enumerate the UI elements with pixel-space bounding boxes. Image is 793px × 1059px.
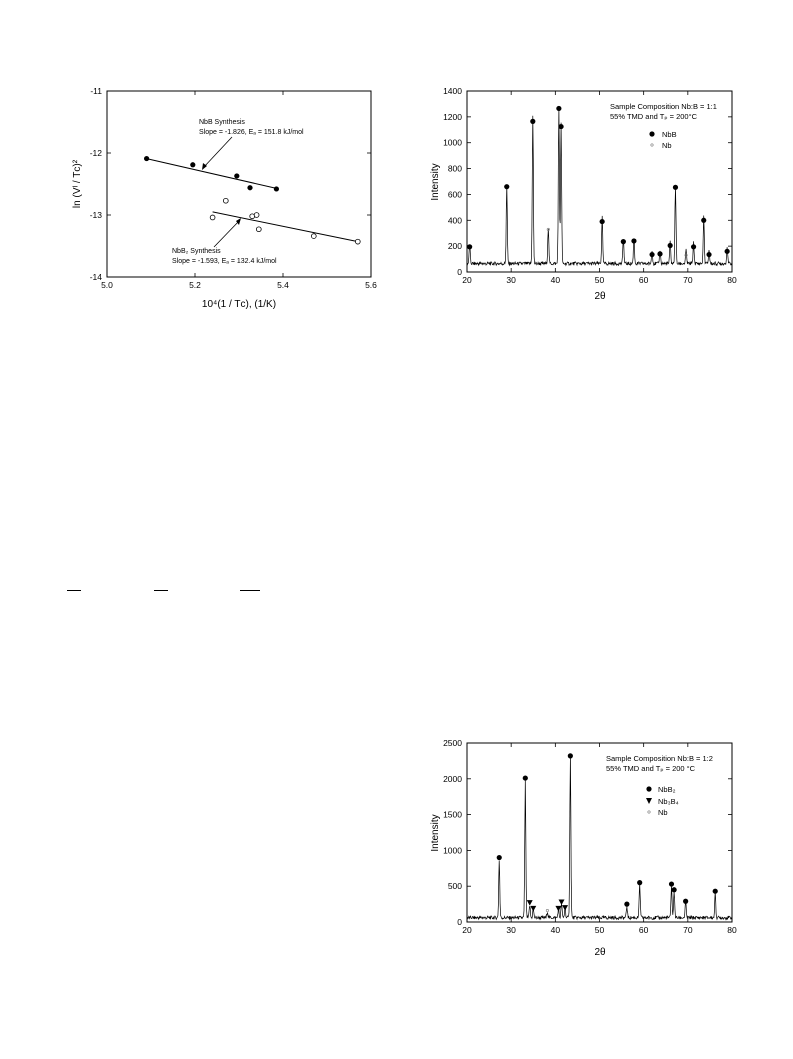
peak-marker-nbb [497, 855, 502, 860]
arrhenius-x-tick-label: 5.0 [101, 280, 113, 290]
xrd-x-tick-label: 50 [594, 275, 605, 285]
xrd-y-tick-label: 800 [447, 163, 462, 174]
xrd-y-tick-label: 1200 [443, 111, 462, 122]
arrhenius-x-axis-title: 10⁴(1 / Tᴄ), (1/K) [201, 299, 277, 310]
peak-marker-nbb [523, 775, 528, 780]
arrhenius-x-tick-label: 5.4 [277, 280, 289, 290]
legend-nb3b4-marker [646, 798, 652, 804]
peak-marker-nbb [624, 902, 629, 907]
peak-marker-nbb [672, 887, 677, 892]
peak-marker-nbb [527, 900, 533, 906]
xrd-x-tick-label: 80 [727, 925, 737, 935]
xrd-x-tick-label: 50 [594, 925, 605, 935]
xrd-x-tick-label: 40 [550, 275, 561, 285]
xrd-x-tick-label: 30 [506, 275, 516, 285]
legend-nbb-label: NbB [662, 130, 677, 139]
xrd-trace [467, 756, 732, 920]
arrhenius-y-tick-label: -11 [90, 86, 102, 96]
peak-marker-nbb [683, 899, 688, 904]
arrhenius-y-tick-label: -14 [89, 272, 102, 282]
arrhenius-y-tick-label: -13 [89, 210, 102, 220]
arrhenius-x-tick-label: 5.2 [189, 280, 201, 290]
xrd-x-tick-label: 40 [550, 925, 561, 935]
legend-nb-label: Nb [658, 808, 668, 817]
xrd-x-tick-label: 30 [506, 925, 516, 935]
xrd-x-tick-label: 80 [727, 275, 737, 285]
xrd-1-2-y-axis-title: Intensity [430, 814, 441, 852]
legend-nbb2-marker [646, 786, 651, 791]
xrd-y-tick-label: 600 [447, 189, 462, 200]
xrd-x-tick-label: 60 [638, 275, 649, 285]
xrd-1-1-annotation-line-2: 55% TMD and Tₚ = 200°C [610, 112, 698, 121]
nbb-label-line-1: NbB Synthesis [199, 119, 245, 126]
xrd-x-tick-label: 70 [683, 275, 693, 285]
xrd-1-1-x-axis-title: 2θ [594, 291, 606, 302]
xrd-x-tick-label: 20 [462, 925, 472, 935]
peak-marker-nbb [559, 899, 565, 905]
xrd-x-tick-label: 70 [683, 925, 693, 935]
xrd-y-tick-label: 2500 [443, 738, 462, 748]
arrhenius-x-tick-label: 5.6 [365, 280, 377, 290]
legend-nb3b4-label: Nb₃B₄ [658, 797, 679, 806]
arrhenius-y-tick-label: -12 [89, 148, 102, 158]
xrd-1-2-x-axis-title: 2θ [594, 947, 606, 958]
peak-marker-nbb [637, 880, 642, 885]
arrhenius-y-axis-title: ln (Vᴵ / Tᴄ)² [72, 159, 83, 209]
peak-marker-nbb [530, 906, 536, 912]
legend-nbb2-label: NbB₂ [658, 785, 676, 794]
peak-marker-nb [546, 909, 548, 911]
peak-marker-nbb [568, 753, 573, 758]
nbb2-label-line-1: NbB₂ Synthesis [172, 248, 221, 255]
legend-nb-label: Nb [662, 141, 672, 150]
xrd-x-tick-label: 60 [638, 925, 649, 935]
xrd-y-tick-label: 1500 [443, 809, 462, 820]
xrd-1-2-annotation-line-2: 55% TMD and Tₚ = 200 °C [606, 764, 696, 773]
xrd-1-2-annotation-line-1: Sample Composition Nb:B = 1:2 [606, 754, 713, 763]
xrd-x-tick-label: 20 [462, 275, 472, 285]
xrd-1-1-annotation-line-1: Sample Composition Nb:B = 1:1 [610, 102, 717, 111]
xrd-y-tick-label: 0 [457, 917, 462, 927]
xrd-y-tick-label: 200 [447, 241, 462, 252]
peak-marker-nbb [562, 905, 568, 911]
legend-nb-marker [648, 811, 650, 813]
xrd-y-tick-label: 1400 [443, 86, 462, 96]
xrd-y-tick-label: 0 [457, 267, 462, 277]
xrd-1-1-y-axis-title: Intensity [430, 163, 441, 201]
peak-marker-nbb [713, 889, 718, 894]
xrd-y-tick-label: 1000 [443, 137, 462, 148]
xrd-y-tick-label: 400 [447, 215, 462, 226]
nbb-label-line-2: Slope = -1.826, Eₐ = 151.8 kJ/mol [199, 129, 304, 136]
xrd-y-tick-label: 1000 [443, 845, 462, 856]
nbb2-label-line-2: Slope = -1.593, Eₐ = 132.4 kJ/mol [172, 258, 277, 265]
peak-marker-nbb [669, 881, 674, 886]
xrd-y-tick-label: 2000 [443, 773, 462, 784]
xrd-y-tick-label: 500 [447, 881, 462, 892]
